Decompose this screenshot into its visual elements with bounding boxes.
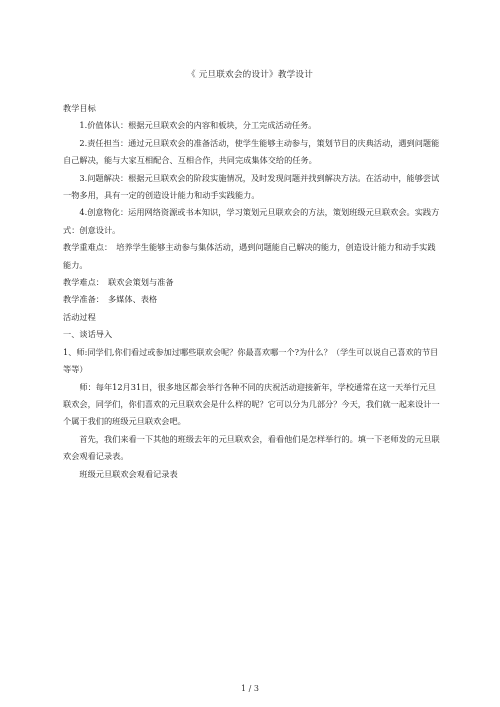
paragraph: 活动过程	[63, 311, 96, 322]
paragraph: 教学目标	[63, 103, 96, 113]
paragraph: 一、谈话导入	[63, 329, 113, 340]
page-number: 1 / 3	[241, 684, 259, 693]
paragraph: 1、师:同学们,你们看过或参加过哪些联欢会呢？你最喜欢哪一个?为什么？（学生可以说自己喜欢的节目等等）	[63, 346, 439, 375]
document-body	[63, 100, 443, 483]
paragraph: 教学重难点： 培养学生能够主动参与集体活动，遇到问题能自己解决的能力，创造设计能力和动手实践能力。	[63, 242, 436, 270]
paragraph: 班级元旦联欢会观看记录表	[79, 468, 178, 479]
paragraph: 2.责任担当：通过元旦联欢会的准备活动，使学生能够主动参与，策划节目的庆典活动，遇到问题能自己解决，能与大家互相配合、互相合作，共同完成集体交给的任务。	[63, 137, 440, 166]
paragraph: 1.价值体认：根据元旦联欢会的内容和板块，分工完成活动任务。	[79, 120, 317, 131]
paragraph: 教学难点： 联欢会策划与准备	[63, 277, 174, 288]
paragraph: 首先，我们来看一下其他的班级去年的元旦联欢会，看看他们是怎样举行的。填一下老师发的元旦联欢会观看记录表。	[63, 433, 440, 462]
paragraph: 师：每年12月31日，很多地区都会举行各种不同的庆祝活动迎接新年，学校通常在这一天举行元旦联欢会，同学们，你们喜欢的元旦联欢会是什么样的呢？它可以分为几部分？今天，我们就一起来设计一个属于我们的班级元旦联欢会吧。	[63, 381, 440, 427]
paragraph: 4.创意物化：运用网络资源或书本知识，学习策划元旦联欢会的方法，策划班级元旦联欢会。实践方式：创意设计。	[63, 207, 440, 235]
document-title: 《 元旦联欢会的设计》教学设计	[186, 70, 314, 80]
paragraph: 教学准备： 多媒体、表格	[63, 294, 158, 305]
paragraph: 3.问题解决：根据元旦联欢会的阶段实施情况，及时发现问题并找到解决方法。在活动中，能够尝试一物多用，具有一定的创造设计能力和动手实践能力。	[63, 172, 440, 201]
